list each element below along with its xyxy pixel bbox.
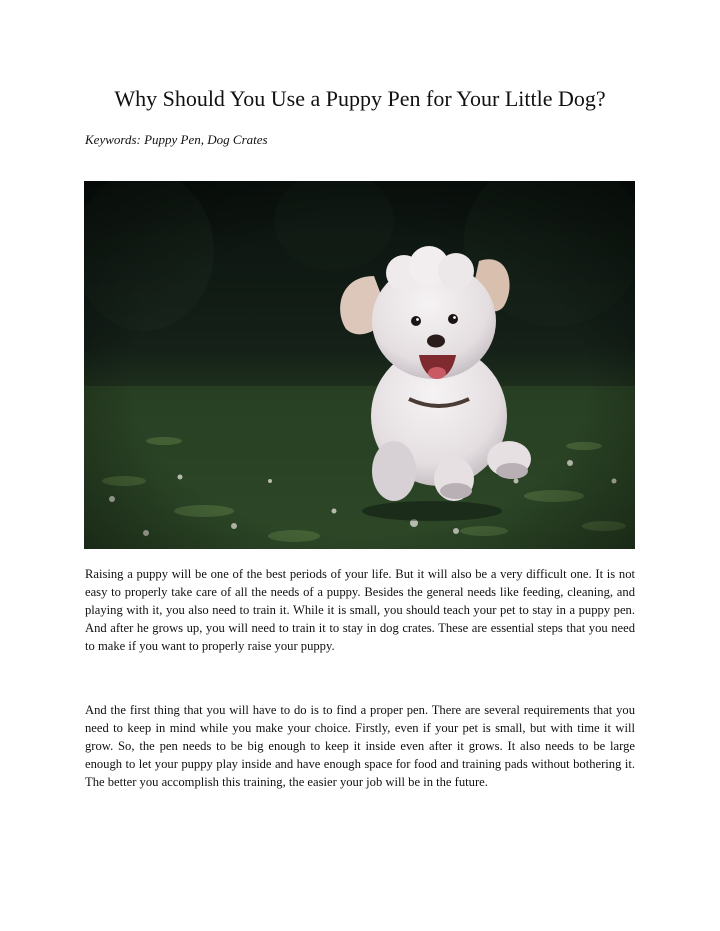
puppy-photo-illustration: [84, 181, 635, 549]
body-paragraph-1: Raising a puppy will be one of the best periods of your life. But it will also be a very difficult one. It is not easy to properly take care of all the needs of a puppy. Besides the general needs like feeding, cleaning, and playing with it, you also need to train it. While it is small, you should teach your pet to stay in a puppy pen. And after he grows up, you will need to train it to stay in dog crates. These are essential steps that you need to make if you want to properly raise your puppy.: [85, 567, 635, 653]
photo-vignette: [84, 181, 635, 549]
body-paragraph-2: And the first thing that you will have to do is to find a proper pen. There are several requirements that you need to keep in mind while you make your choice. Firstly, even if your pet is small, but with time it will grow. So, the pen needs to be big enough to keep it inside even after it grows. It also needs to be large enough to let your puppy play inside and have enough space for food and training pads without bothering it. The better you accomplish this training, the easier your job will be in the future.: [85, 703, 635, 789]
page-title: Why Should You Use a Puppy Pen for Your Little Dog?: [114, 86, 606, 111]
puppy-photo: [84, 181, 635, 549]
keywords-line: Keywords: Puppy Pen, Dog Crates: [85, 132, 268, 147]
